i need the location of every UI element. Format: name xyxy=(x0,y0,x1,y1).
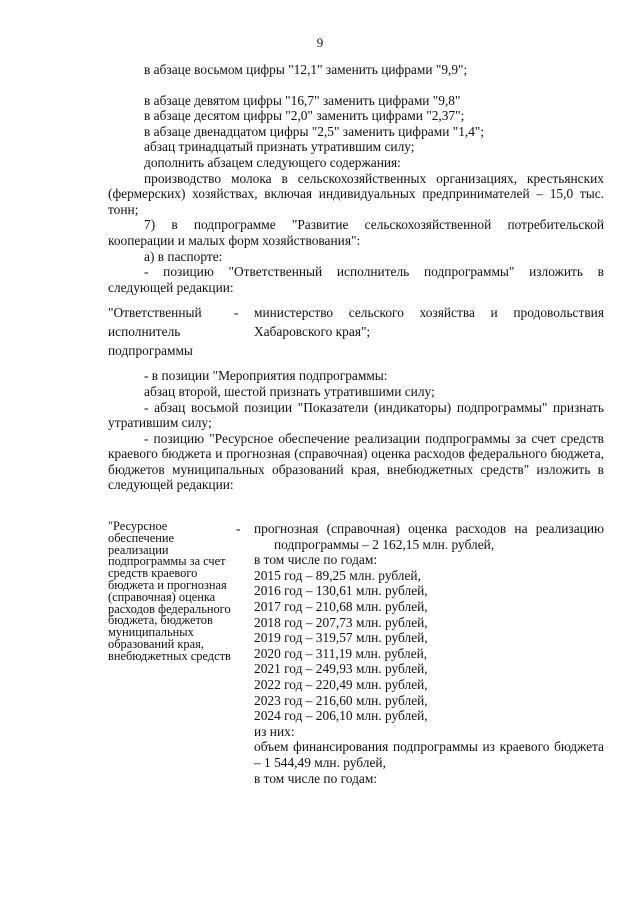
paragraph: в абзаце двенадцатом цифры "2,5" заменить цифрами "1,4"; xyxy=(144,123,485,139)
year-line: 2023 год – 216,60 млн. рублей, xyxy=(254,692,428,708)
position-text: министерство сельского хозяйства и продовольствия Хабаровского края"; xyxy=(254,305,604,340)
of-them-label: из них: xyxy=(254,723,295,739)
paragraph: - позицию "Ответственный исполнитель подпрограммы" изложить в следующей редакции: xyxy=(108,264,604,295)
paragraph: производство молока в сельскохозяйственных организациях, крестьянских (фермерских) хозяйствах, включая индивидуальных предпринимателей – 15,0 тыс. тонн; xyxy=(108,170,604,217)
position-label: "Ресурсное обеспечение реализации подпрограммы за счет средств краевого бюджета и прогнозная (справочная) оценка расходов федерального бюджета, бюджетов муниципальных образований края, внебюджетных средств xyxy=(108,519,231,663)
paragraph: - позицию "Ресурсное обеспечение реализации подпрограммы за счет средств краевого бюджета и прогнозная (справочная) оценка расходов федерального бюджета, бюджетов муниципальных образований края, внебюджетных средств" изложить в следующей редакции: xyxy=(108,430,604,493)
forecast-total: прогнозная (справочная) оценка расходов на реализацию подпрограммы – 2 162,15 млн. рублей, xyxy=(254,521,604,552)
paragraph: в абзаце восьмом цифры "12,1" заменить цифрами "9,9"; xyxy=(144,62,468,77)
year-line: 2018 год – 207,73 млн. рублей, xyxy=(254,614,428,630)
year-line: 2022 год – 220,49 млн. рублей, xyxy=(254,677,428,692)
page-number: 9 xyxy=(316,35,324,50)
position-label: "Ответственный исполнитель подпрограммы xyxy=(108,305,202,359)
paragraph: а) в паспорте: xyxy=(144,248,223,264)
year-line: 2016 год – 130,61 млн. рублей, xyxy=(254,583,428,599)
paragraph: - абзац восьмой позиции "Показатели (индикаторы) подпрограммы" признать утратившим силу; xyxy=(108,399,604,431)
document-body xyxy=(108,62,604,786)
position-text xyxy=(254,521,604,786)
paragraph: в абзаце десятом цифры "2,0" заменить цифрами "2,37"; xyxy=(144,108,465,124)
position-resource-provision xyxy=(108,521,604,786)
by-years-label: в том числе по годам: xyxy=(254,770,378,786)
paragraph: - в позиции "Мероприятия подпрограммы: xyxy=(144,368,388,384)
paragraph: 7) в подпрограмме "Развитие сельскохозяйственной потребительской кооперации и малых форм хозяйствования": xyxy=(108,217,604,248)
year-line: 2017 год – 210,68 млн. рублей, xyxy=(254,599,428,615)
regional-budget: объем финансирования подпрограммы из краевого бюджета – 1 544,49 млн. рублей, xyxy=(254,739,604,770)
position-dash: - xyxy=(234,305,239,321)
year-line: 2021 год – 249,93 млн. рублей, xyxy=(254,661,428,677)
year-line: 2015 год – 89,25 млн. рублей, xyxy=(254,567,421,583)
paragraph: дополнить абзацем следующего содержания: xyxy=(144,154,401,170)
year-line: 2024 год – 206,10 млн. рублей, xyxy=(254,708,428,724)
position-dash: - xyxy=(236,521,241,537)
year-line: 2019 год – 319,57 млн. рублей, xyxy=(254,630,428,646)
paragraph: абзац тринадцатый признать утратившим силу; xyxy=(144,139,415,155)
year-line: 2020 год – 311,19 млн. рублей, xyxy=(254,645,428,661)
position-responsible-executor xyxy=(108,303,604,360)
paragraph: в абзаце девятом цифры "16,7" заменить цифрами "9,8" xyxy=(144,92,461,108)
by-years-label: в том числе по годам: xyxy=(254,552,378,568)
paragraph: абзац второй, шестой признать утратившими силу; xyxy=(144,383,435,399)
